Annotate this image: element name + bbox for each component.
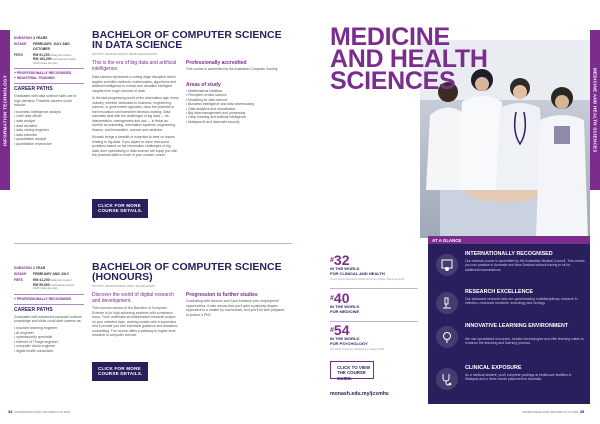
course1-lead: This is the era of big data and artificial intelligence. bbox=[92, 60, 177, 72]
list-item: • Business intelligence and data warehousing bbox=[186, 102, 286, 106]
left-footer: 34 UNDERGRADUATE PROSPECTUS 2025 bbox=[8, 409, 71, 414]
accredited-heading: Professionally accredited bbox=[186, 60, 247, 66]
at-a-glance-panel: INTERNATIONALLY RECOGNISED Our medical course is accredited by the Australian Medical Council. This means you can practise in Australia and New Zealand without having to sit for additional examinations. RESEARCH EXCELLENCE Our advanced research labs are spearheading multidisciplinary research in infection, molecular medicine, toxicology and virology. INNOVATIVE LEARNING ENVIRONMENT We use specialised resources, modern technologies and elite learning suites to enhance the teaching and learning process. CLINICAL EXPOSURE As a medical student, you'll complete postings at healthcare facilities in Malaysia and a three-month placement in Australia. bbox=[428, 244, 590, 404]
info-divider bbox=[14, 68, 84, 69]
list-item: • data analyst bbox=[14, 119, 84, 124]
hero-title: MEDICINE AND HEALTH SCIENCES bbox=[330, 23, 488, 95]
list-item: • chief data officer bbox=[14, 114, 84, 119]
course1-body: Data science represents a cutting-edge discipline which applies scientific methods, mathematics, algorithms and artificial intelligence to extract and visualise intelligent insights from huge volumes of data. In the fast-progressing world of the information age, every industry, whether dedicated to business, engineering, science, or government agencies, have the potential to fuel innovation and transform decision-making. Data scientists deal with the challenges of big data — its interpretation, management and use — in fields as diverse as marketing, information systems, engineering, finance, and humanities, science and medicine. Monash brings a breadth of expertise to bear on issues relating to big data. If you aspire to solve real-world problems based on the information challenges of big data, then specialising in data science will equip you with the practical skills to excel in your chosen career. bbox=[92, 75, 179, 157]
course-guide-button[interactable]: CLICK TO VIEW THE COURSE GUIDE. bbox=[330, 361, 374, 379]
info-divider bbox=[14, 304, 84, 305]
course1-details-button[interactable]: CLICK FOR MORE COURSE DETAILS. bbox=[92, 199, 148, 218]
list-item: • Principles of data science bbox=[186, 93, 286, 97]
list-item: • machine learning engineer bbox=[14, 326, 84, 331]
list-item: • cybersecurity specialist bbox=[14, 335, 84, 340]
list-item: • Deep learning and artificial intelligence bbox=[186, 115, 286, 119]
careers-heading: CAREER PATHS bbox=[14, 86, 53, 93]
badge-recognised: + PROFESSIONALLY RECOGNISED bbox=[14, 71, 72, 76]
list-item: • digital health consultant. bbox=[14, 349, 84, 354]
progression-heading: Progression to further studies bbox=[186, 292, 258, 298]
stethoscope-icon bbox=[436, 368, 458, 390]
course2-info: DURATION 1 YEAR INTAKE FEBRUARY AND JULY FEES RM 41,200 Malaysian student RM 55,500 International student (2025 intake fee rate) + PROFESSIONALLY RECOGNISED CAREER PATHS Graduates with advanced computer science knowledge and skills could start careers as: • machine learning engineer • AI engineer • cybersecurity specialist • Internet of Things engineer • computer vision engineer • digital health consultant. bbox=[14, 266, 84, 354]
stat-psychology: #54 IN THE WORLD FOR PSYCHOLOGY QS World University Rankings by Subject 2024 bbox=[330, 322, 385, 351]
careers-intro: Graduates with advanced computer science knowledge and skills could start careers as: bbox=[14, 314, 83, 324]
list-item: • data mining engineer bbox=[14, 128, 84, 133]
list-item: • Malaysia AI and data safe security bbox=[186, 120, 286, 124]
stat-clinical: #32 IN THE WORLD FOR CLINICAL AND HEALTH Times Higher Education World University Subject Rankings 2025 bbox=[330, 252, 405, 281]
list-item: • quantitative analyst bbox=[14, 137, 84, 142]
course2-details-button[interactable]: CLICK FOR MORE COURSE DETAILS. bbox=[92, 362, 148, 381]
certificate-icon bbox=[436, 254, 458, 276]
stat-medicine: #40 IN THE WORLD FOR MEDICINE bbox=[330, 290, 360, 314]
course1-title: BACHELOR OF COMPUTER SCIENCE IN DATA SCIENCE bbox=[92, 29, 282, 51]
at-a-glance-label: AT A GLANCE bbox=[428, 236, 590, 244]
list-item: • business intelligence analyst bbox=[14, 110, 84, 115]
course2-lead: Discover the world of digital research and development. bbox=[92, 292, 174, 304]
course2-code: KPT/JPT (R/0481/6/0004) 09/27 MQA/FA10057 bbox=[92, 284, 156, 288]
list-item: • Internet of Things engineer bbox=[14, 340, 84, 345]
section-tab-medicine: MEDICINE AND HEALTH SCIENCES bbox=[590, 30, 600, 190]
list-item: • data scientist bbox=[14, 133, 84, 138]
course1-info: DURATION 3 YEARS INTAKE FEBRUARY, JULY AND OCTOBER FEES RM 91,200 Malaysian student RM 163,200 International student (2025 intake fee rate) + PROFESSIONALLY RECOGNISED + INDUSTRIAL TRAINING CAREER PATHS Graduates with data science skills are in high-demand. Possible careers could include: • business intelligence analyst • chief data officer • data analyst • data architect • data mining engineer • data scientist • quantitative analyst • quantitative researcher bbox=[14, 36, 84, 146]
careers-list bbox=[14, 326, 84, 354]
badge-training: + INDUSTRIAL TRAINING bbox=[14, 75, 55, 80]
info-divider bbox=[14, 294, 84, 295]
careers-heading: CAREER PATHS bbox=[14, 307, 53, 314]
right-page bbox=[300, 0, 600, 424]
list-item: • data architect bbox=[14, 124, 84, 129]
section-tab-it: INFORMATION TECHNOLOGY bbox=[0, 30, 10, 190]
list-item: • Big data management and processing bbox=[186, 111, 286, 115]
course2-body: This honours version of the Bachelor of Computer Science is for high achieving students with a research focus. You'll undertake an independent research project on your selected topic, working closely with a supervisor who'll provide you with individual guidance and academic counselling. The course offers a pathway to higher level research in computer science. bbox=[92, 306, 178, 337]
course2-title: BACHELOR OF COMPUTER SCIENCE (HONOURS) bbox=[92, 261, 282, 283]
course1-code: KPT/JPT (R2/0481/6/0027) 08/28 MQA/PA15005 bbox=[92, 52, 158, 56]
right-footer: UNDERGRADUATE PROSPECTUS 2025 35 bbox=[522, 409, 585, 414]
careers-intro: Graduates with data science skills are in high-demand. Possible careers could include: bbox=[14, 93, 77, 108]
list-item: • Modelling for data science bbox=[186, 98, 286, 102]
list-item: • computer vision engineer bbox=[14, 344, 84, 349]
microscope-icon bbox=[436, 292, 458, 314]
info-divider bbox=[14, 83, 84, 84]
progression-text: Graduating with honours won't just enhance your employment opportunities, it also means that you'll gain a pathway degree equivalent to a master by coursework, and you'll be well prepared to pursue a PhD. bbox=[186, 299, 285, 317]
stat-divider bbox=[330, 288, 418, 289]
areas-heading: Areas of study bbox=[186, 82, 221, 88]
list-item: • Mathematical statistics bbox=[186, 89, 286, 93]
list-item: • Data analytics and visualisation bbox=[186, 107, 286, 111]
lightbulb-icon bbox=[436, 326, 458, 348]
careers-list bbox=[14, 110, 84, 147]
badge-recognised: + PROFESSIONALLY RECOGNISED bbox=[14, 296, 72, 301]
areas-list bbox=[186, 89, 286, 124]
list-item: • quantitative researcher bbox=[14, 142, 84, 147]
course-url-link[interactable]: monash.edu.my/jcsmhs bbox=[330, 391, 389, 397]
list-item: • AI engineer bbox=[14, 331, 84, 336]
accredited-text: This course is accredited by the Australian Computer Society. bbox=[186, 67, 279, 71]
course-divider bbox=[14, 243, 292, 244]
